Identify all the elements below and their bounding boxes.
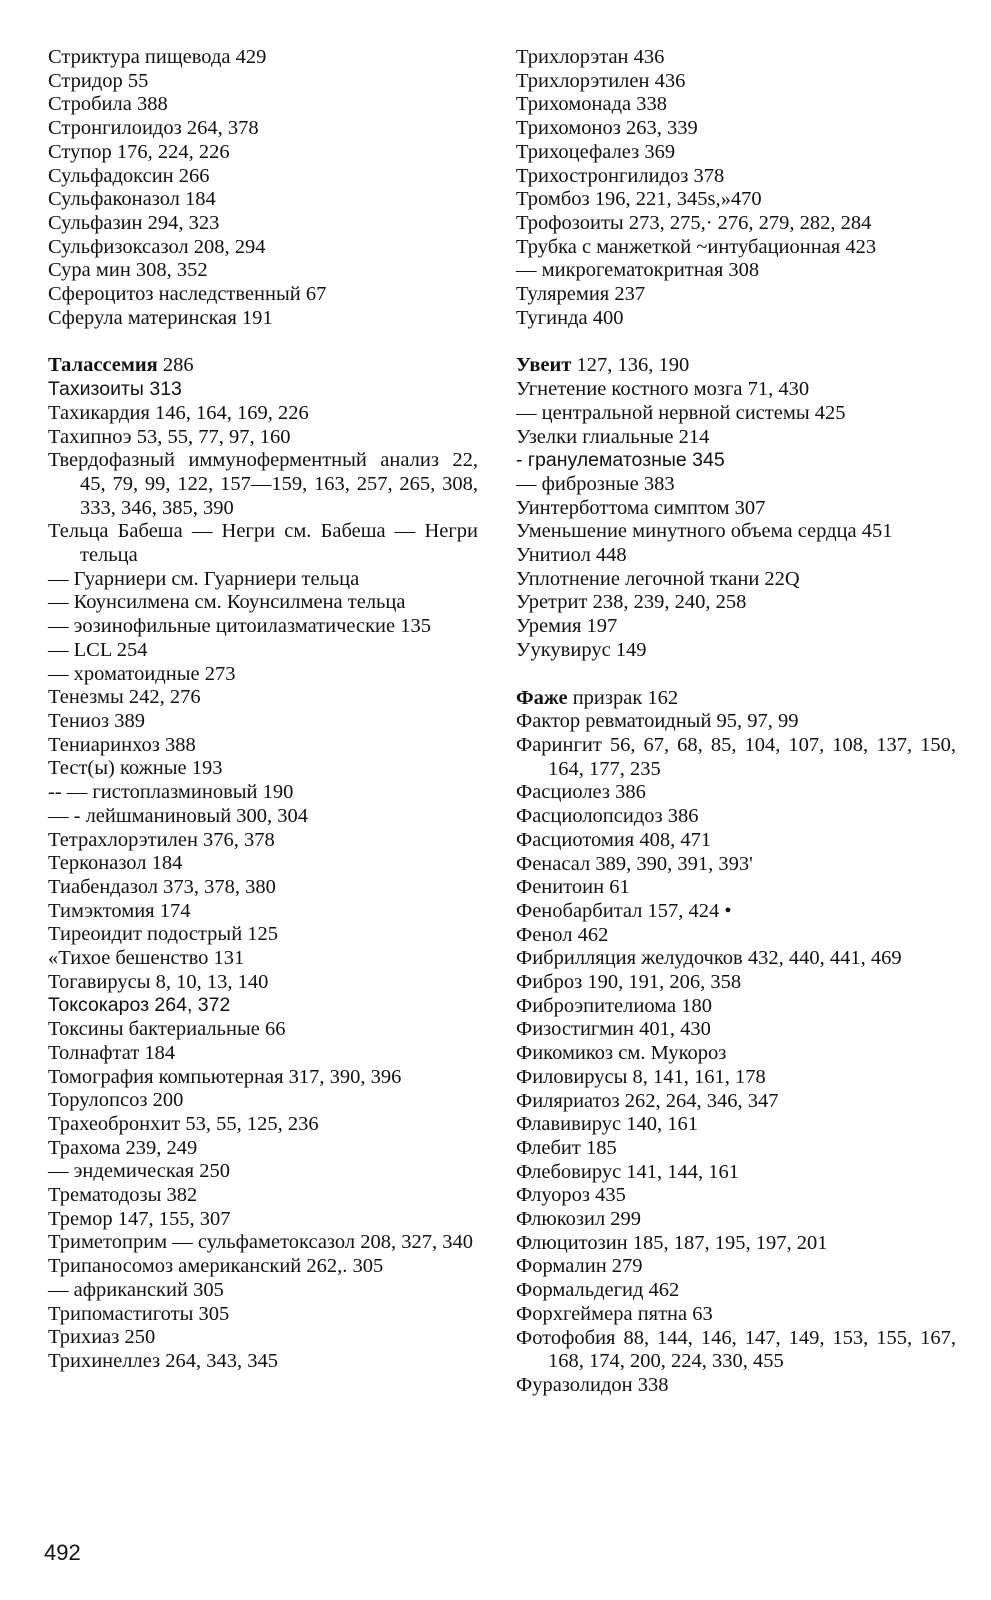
index-entry xyxy=(48,686,478,710)
index-entry xyxy=(48,568,478,592)
index-entry-text: — - лейшманиновый 300, 304 xyxy=(48,804,309,827)
index-entry xyxy=(48,591,478,615)
index-entry xyxy=(48,947,478,971)
index-entry-text: Ступор 176, 224, 226 xyxy=(48,140,230,163)
section-gap xyxy=(516,663,956,687)
index-entry-text: Тениоз 389 xyxy=(48,709,146,732)
index-entry-text: Трихиаз 250 xyxy=(48,1326,156,1349)
index-section-first-entry xyxy=(48,354,478,378)
index-entry-text: 286 xyxy=(157,354,194,377)
index-entry-text: — эозинофильные цитоилазматические 135 xyxy=(48,615,432,638)
index-section-heading: Талассемия xyxy=(48,354,158,377)
index-entry xyxy=(48,188,478,212)
index-entry-text: Флавивирус 140, 161 xyxy=(516,1113,699,1136)
index-entry xyxy=(516,1184,956,1208)
index-entry xyxy=(48,1231,478,1255)
index-entry-text: Стридор 55 xyxy=(48,69,149,92)
index-entry-text: Трихинеллез 264, 343, 345 xyxy=(48,1349,279,1372)
index-entry-text: Тромбоз 196, 221, 345s,»470 xyxy=(516,188,762,211)
index-entry xyxy=(516,426,956,450)
index-entry xyxy=(48,923,478,947)
index-entry xyxy=(516,853,956,877)
index-entry-text: -- — гистоплазминовый 190 xyxy=(48,781,294,804)
index-entry xyxy=(516,544,956,568)
index-entry-text: Флебовирус 141, 144, 161 xyxy=(516,1160,740,1183)
index-entry-text: Форхгеймера пятна 63 xyxy=(516,1302,713,1325)
index-entry xyxy=(48,283,478,307)
index-entry xyxy=(48,402,478,426)
index-entry-text: Фуразолидон 338 xyxy=(516,1373,669,1396)
index-entry xyxy=(516,212,956,236)
index-entry-text: Томография компьютерная 317, 390, 396 xyxy=(48,1065,402,1088)
index-entry-text: Тахикардия 146, 164, 169, 226 xyxy=(48,401,309,424)
index-entry xyxy=(48,1137,478,1161)
index-entry xyxy=(516,1208,956,1232)
index-entry xyxy=(516,1327,956,1374)
index-entry-text: Фиброэпителиома 180 xyxy=(516,994,713,1017)
index-entry xyxy=(48,639,478,663)
index-column-right xyxy=(516,46,956,1398)
index-entry xyxy=(48,734,478,758)
index-entry-text: Фасциолопсидоз 386 xyxy=(516,805,699,828)
index-entry xyxy=(516,188,956,212)
index-entry xyxy=(48,141,478,165)
index-entry-text: — Коунсилмена см. Коунсилмена тельца xyxy=(48,591,406,614)
index-entry-text: Тельца Бабеша — Негри см. Бабеша — Негри тельца xyxy=(48,520,478,567)
index-entry xyxy=(516,924,956,948)
index-entry xyxy=(516,520,956,544)
index-entry xyxy=(48,1350,478,1374)
index-entry xyxy=(516,1113,956,1137)
index-entry-text: Токсины бактериальные 66 xyxy=(48,1018,286,1041)
index-entry-text: — хроматоидные 273 xyxy=(48,662,236,685)
index-entry xyxy=(48,1326,478,1350)
index-entry-text: Фенол 462 xyxy=(516,923,609,946)
index-entry xyxy=(48,307,478,331)
index-entry-text: — эндемическая 250 xyxy=(48,1160,230,1183)
index-entry-text: Тахипноэ 53, 55, 77, 97, 160 xyxy=(48,425,291,448)
index-entry xyxy=(516,1374,956,1398)
index-entry xyxy=(48,1160,478,1184)
index-entry xyxy=(516,378,956,402)
index-entry xyxy=(48,1113,478,1137)
index-entry-text: — Гуарниери см. Гуарниери тельца xyxy=(48,567,360,590)
index-entry-text: Филяриатоз 262, 264, 346, 347 xyxy=(516,1089,779,1112)
index-entry-text: Уплотнение легочной ткани 22Q xyxy=(516,567,800,590)
page-number: 492 xyxy=(44,1540,81,1565)
index-entry xyxy=(516,1255,956,1279)
index-entry-text: Трипаносомоз американский 262,. 305 xyxy=(48,1255,384,1278)
index-entry-text: Твердофазный иммуноферментный анализ 22, 45, 79, 99, 122, 157—159, 163, 257, 265, 308, 333, 346, 385, 390 xyxy=(48,449,478,519)
index-entry-text: Тогавирусы 8, 10, 13, 140 xyxy=(48,970,269,993)
index-entry-text: — LCL 254 xyxy=(48,638,148,661)
index-entry xyxy=(516,995,956,1019)
index-entry-text: Уменьшение минутного объема сердца 451 xyxy=(516,520,893,543)
index-entry xyxy=(516,971,956,995)
index-entry-text: Трипомастиготы 305 xyxy=(48,1302,230,1325)
index-entry-text: Фасциолез 386 xyxy=(516,781,646,804)
index-entry xyxy=(48,805,478,829)
index-entry-text: Трихомоноз 263, 339 xyxy=(516,117,698,140)
index-entry xyxy=(48,1089,478,1113)
index-entry-text: Тугинда 400 xyxy=(516,306,624,329)
index-entry xyxy=(516,46,956,70)
index-entry xyxy=(48,757,478,781)
index-entry-text: — фиброзные 383 xyxy=(516,472,675,495)
index-entry xyxy=(48,1279,478,1303)
index-entry-text: Флебит 185 xyxy=(516,1136,617,1159)
index-entry xyxy=(48,900,478,924)
index-entry-text: Тетрахлорэтилен 376, 378 xyxy=(48,828,275,851)
index-entry-text: Фиброз 190, 191, 206, 358 xyxy=(516,971,742,994)
index-entry xyxy=(48,971,478,995)
index-entry xyxy=(48,1303,478,1327)
index-entry-text: Толнафтат 184 xyxy=(48,1041,176,1064)
index-entry-text: Фикомикоз см. Мукороз xyxy=(516,1042,727,1065)
index-entry-text: Тахизоиты 313 xyxy=(48,378,182,401)
index-entry-text: — африканский 305 xyxy=(48,1278,224,1301)
index-entry xyxy=(516,165,956,189)
index-entry-text: призрак 162 xyxy=(567,686,679,709)
index-entry-text: Филовирусы 8, 141, 161, 178 xyxy=(516,1065,766,1088)
index-entry-text: — центральной нервной системы 425 xyxy=(516,401,846,424)
index-entry xyxy=(48,615,478,639)
index-entry-text: Трихлорэтан 436 xyxy=(516,46,665,68)
index-entry xyxy=(516,710,956,734)
index-section-first-entry xyxy=(516,354,956,378)
index-entry xyxy=(516,568,956,592)
index-entry-text: Трематодозы 382 xyxy=(48,1184,198,1207)
index-entry xyxy=(516,236,956,260)
index-entry xyxy=(516,1232,956,1256)
section-gap xyxy=(516,330,956,354)
index-entry xyxy=(48,1208,478,1232)
index-entry xyxy=(516,402,956,426)
index-entry-text: Трихостронгилидоз 378 xyxy=(516,164,725,187)
index-entry xyxy=(48,1042,478,1066)
index-entry xyxy=(48,710,478,734)
index-entry-text: Уретрит 238, 239, 240, 258 xyxy=(516,591,747,614)
index-entry xyxy=(516,876,956,900)
index-entry-text: Фенасал 389, 390, 391, 393' xyxy=(516,852,753,875)
index-entry-text: Трихлорэтилен 436 xyxy=(516,69,686,92)
index-entry xyxy=(48,46,478,70)
index-entry xyxy=(48,117,478,141)
index-entry xyxy=(48,426,478,450)
index-entry-text: Сульфаконазол 184 xyxy=(48,188,216,211)
index-entry-text: Тест(ы) кожные 193 xyxy=(48,757,223,780)
index-entry xyxy=(48,1255,478,1279)
index-entry-text: Уинтерботтома симптом 307 xyxy=(516,496,766,519)
index-entry-text: Тремор 147, 155, 307 xyxy=(48,1207,231,1230)
index-entry xyxy=(516,93,956,117)
index-entry-text: Уукувирус 149 xyxy=(516,638,647,661)
index-entry-text: Фактор ревматоидный 95, 97, 99 xyxy=(516,710,799,733)
index-entry-text: Унитиол 448 xyxy=(516,544,627,567)
index-entry xyxy=(516,947,956,971)
index-entry xyxy=(516,497,956,521)
index-entry-text: Стриктура пищевода 429 xyxy=(48,46,267,68)
index-entry-text: Тенезмы 242, 276 xyxy=(48,686,201,709)
index-entry-text: Угнетение костного мозга 71, 430 xyxy=(516,378,810,401)
index-entry-text: 127, 136, 190 xyxy=(571,354,690,377)
index-entry xyxy=(48,852,478,876)
index-entry-text: Терконазол 184 xyxy=(48,852,183,875)
index-entry xyxy=(48,1184,478,1208)
index-entry xyxy=(516,117,956,141)
index-entry-text: Фенобарбитал 157, 424 • xyxy=(516,899,732,922)
index-entry xyxy=(48,259,478,283)
index-entry xyxy=(516,473,956,497)
index-entry xyxy=(48,781,478,805)
index-entry xyxy=(516,283,956,307)
index-section-heading: Увеит xyxy=(516,354,572,377)
index-column-left xyxy=(48,46,478,1374)
index-entry-text: Сульфизоксазол 208, 294 xyxy=(48,235,266,258)
index-entry-text: Сферула материнская 191 xyxy=(48,306,273,329)
index-entry xyxy=(516,734,956,781)
index-entry-text: Физостигмин 401, 430 xyxy=(516,1018,711,1041)
index-entry-text: Токсокароз 264, 372 xyxy=(48,994,231,1017)
index-entry-text: Формальдегид 462 xyxy=(516,1279,680,1302)
index-entry xyxy=(516,1018,956,1042)
index-entry xyxy=(48,876,478,900)
index-entry-text: Сульфазин 294, 323 xyxy=(48,211,220,234)
index-entry-text: Стронгилоидоз 264, 378 xyxy=(48,117,259,140)
index-entry-text: Трофозоиты 273, 275,· 276, 279, 282, 284 xyxy=(516,211,872,234)
index-entry xyxy=(48,663,478,687)
index-entry xyxy=(516,141,956,165)
index-entry xyxy=(48,520,478,567)
index-entry-text: Фенитоин 61 xyxy=(516,876,630,899)
index-entry xyxy=(516,1303,956,1327)
index-entry xyxy=(516,1090,956,1114)
index-entry-text: Фотофобия 88, 144, 146, 147, 149, 153, 155, 167, 168, 174, 200, 224, 330, 455 xyxy=(516,1326,956,1373)
index-entry-text: Сура мин 308, 352 xyxy=(48,259,208,282)
index-entry-text: Флюцитозин 185, 187, 195, 197, 201 xyxy=(516,1231,828,1254)
index-section-first-entry xyxy=(516,687,956,711)
index-entry xyxy=(516,1042,956,1066)
index-entry-text: Торулопсоз 200 xyxy=(48,1089,184,1112)
index-entry-text: Стробила 388 xyxy=(48,93,168,116)
index-entry-text: Трихомонада 338 xyxy=(516,93,667,116)
index-entry-text: Тиреоидит подострый 125 xyxy=(48,923,279,946)
index-entry xyxy=(516,1279,956,1303)
index-entry-text: Фибрилляция желудочков 432, 440, 441, 469 xyxy=(516,947,902,970)
index-entry xyxy=(516,900,956,924)
index-entry xyxy=(48,93,478,117)
index-entry-text: Сульфадоксин 266 xyxy=(48,164,210,187)
index-entry-text: Трубка с манжеткой ~интубационная 423 xyxy=(516,235,877,258)
index-entry xyxy=(48,449,478,520)
index-entry xyxy=(516,591,956,615)
index-entry xyxy=(516,639,956,663)
index-entry-text: Тениаринхоз 388 xyxy=(48,733,196,756)
index-entry xyxy=(516,1066,956,1090)
index-entry xyxy=(48,378,478,402)
index-entry xyxy=(48,70,478,94)
index-entry xyxy=(48,236,478,260)
index-entry-text: Трахома 239, 249 xyxy=(48,1136,198,1159)
index-entry xyxy=(516,1161,956,1185)
index-entry xyxy=(516,805,956,829)
index-entry xyxy=(516,307,956,331)
index-entry xyxy=(516,1137,956,1161)
index-entry-text: Флуороз 435 xyxy=(516,1184,626,1207)
index-entry-text: Туляремия 237 xyxy=(516,283,646,306)
index-entry-text: Триметоприм — сульфаметоксазол 208, 327, 340 xyxy=(48,1231,473,1254)
index-entry-text: Сфероцитоз наследственный 67 xyxy=(48,283,327,306)
index-entry-text: Фарингит 56, 67, 68, 85, 104, 107, 108, 137, 150, 164, 177, 235 xyxy=(516,733,956,780)
index-entry-text: Формалин 279 xyxy=(516,1255,643,1278)
index-entry-text: Трихоцефалез 369 xyxy=(516,140,676,163)
index-entry xyxy=(48,994,478,1018)
index-entry xyxy=(48,1066,478,1090)
index-entry-text: Уремия 197 xyxy=(516,615,618,638)
index-entry xyxy=(48,212,478,236)
index-entry xyxy=(48,829,478,853)
index-entry xyxy=(516,70,956,94)
index-entry-text: Узелки глиальные 214 xyxy=(516,425,710,448)
index-entry-text: Трахеобронхит 53, 55, 125, 236 xyxy=(48,1112,319,1135)
index-entry xyxy=(516,615,956,639)
index-entry-text: — микрогематокритная 308 xyxy=(516,259,760,282)
index-entry-text: «Тихое бешенство 131 xyxy=(48,947,245,970)
index-section-heading: Фаже xyxy=(516,686,568,709)
index-entry-text: Тиабендазол 373, 378, 380 xyxy=(48,875,276,898)
index-entry xyxy=(516,259,956,283)
index-entry xyxy=(48,165,478,189)
index-entry-text: - гранулематозные 345 xyxy=(516,449,725,472)
index-entry-text: Флюкозил 299 xyxy=(516,1208,642,1231)
index-entry xyxy=(516,781,956,805)
index-entry-text: Тимэктомия 174 xyxy=(48,899,191,922)
index-entry xyxy=(516,449,956,473)
index-entry xyxy=(516,829,956,853)
index-entry xyxy=(48,1018,478,1042)
index-entry-text: Фасциотомия 408, 471 xyxy=(516,828,712,851)
section-gap xyxy=(48,330,478,354)
